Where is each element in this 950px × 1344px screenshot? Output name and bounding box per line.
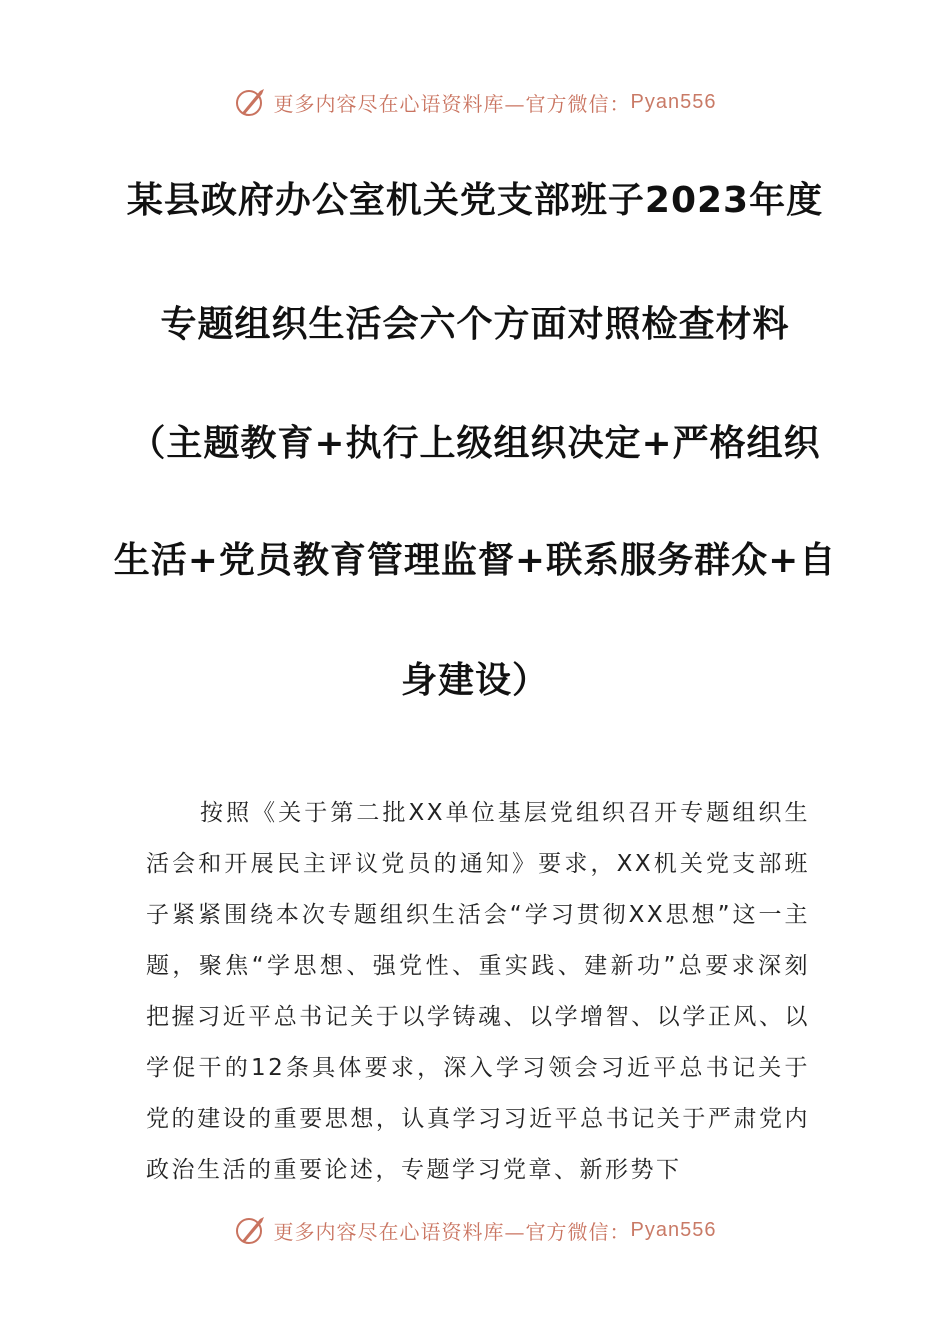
title-line-1: 某县政府办公室机关党支部班子2023年度 xyxy=(126,180,824,221)
quill-pen-icon xyxy=(234,1213,268,1247)
footer-watermark xyxy=(0,1210,950,1250)
title-line-4: 生活+党员教育管理监督+联系服务群众+自 xyxy=(113,540,837,581)
watermark-text: 更多内容尽在心语资料库—官方微信： xyxy=(273,91,631,116)
body-paragraph: 按照《关于第二批XX单位基层党组织召开专题组织生活会和开展民主评议党员的通知》要求，XX机关党支部班子紧紧围绕本次专题组织生活会“学习贯彻XX思想”这一主题，聚焦“学思想、强党性、重实践、建新功”总要求深刻把握习近平总书记关于以学铸魂、以学增智、以学正风、以学促干的12条具体要求，深入学习领会习近平总书记关于党的建设的重要思想，认真学习习近平总书记关于严肃党内政治生活的重要论述，专题学习党章、新形势下 xyxy=(146,800,811,1183)
quill-pen-icon xyxy=(234,85,268,119)
watermark-wechat-id: Pyan556 xyxy=(630,90,717,113)
watermark-wechat-id: Pyan556 xyxy=(630,1218,717,1241)
title-line-3: （主题教育+执行上级组织决定+严格组织 xyxy=(129,423,821,464)
title-line-5: 身建设） xyxy=(400,660,549,701)
header-watermark xyxy=(0,82,950,122)
watermark-text: 更多内容尽在心语资料库—官方微信： xyxy=(273,1219,631,1244)
title-line-2: 专题组织生活会六个方面对照检查材料 xyxy=(160,304,790,345)
